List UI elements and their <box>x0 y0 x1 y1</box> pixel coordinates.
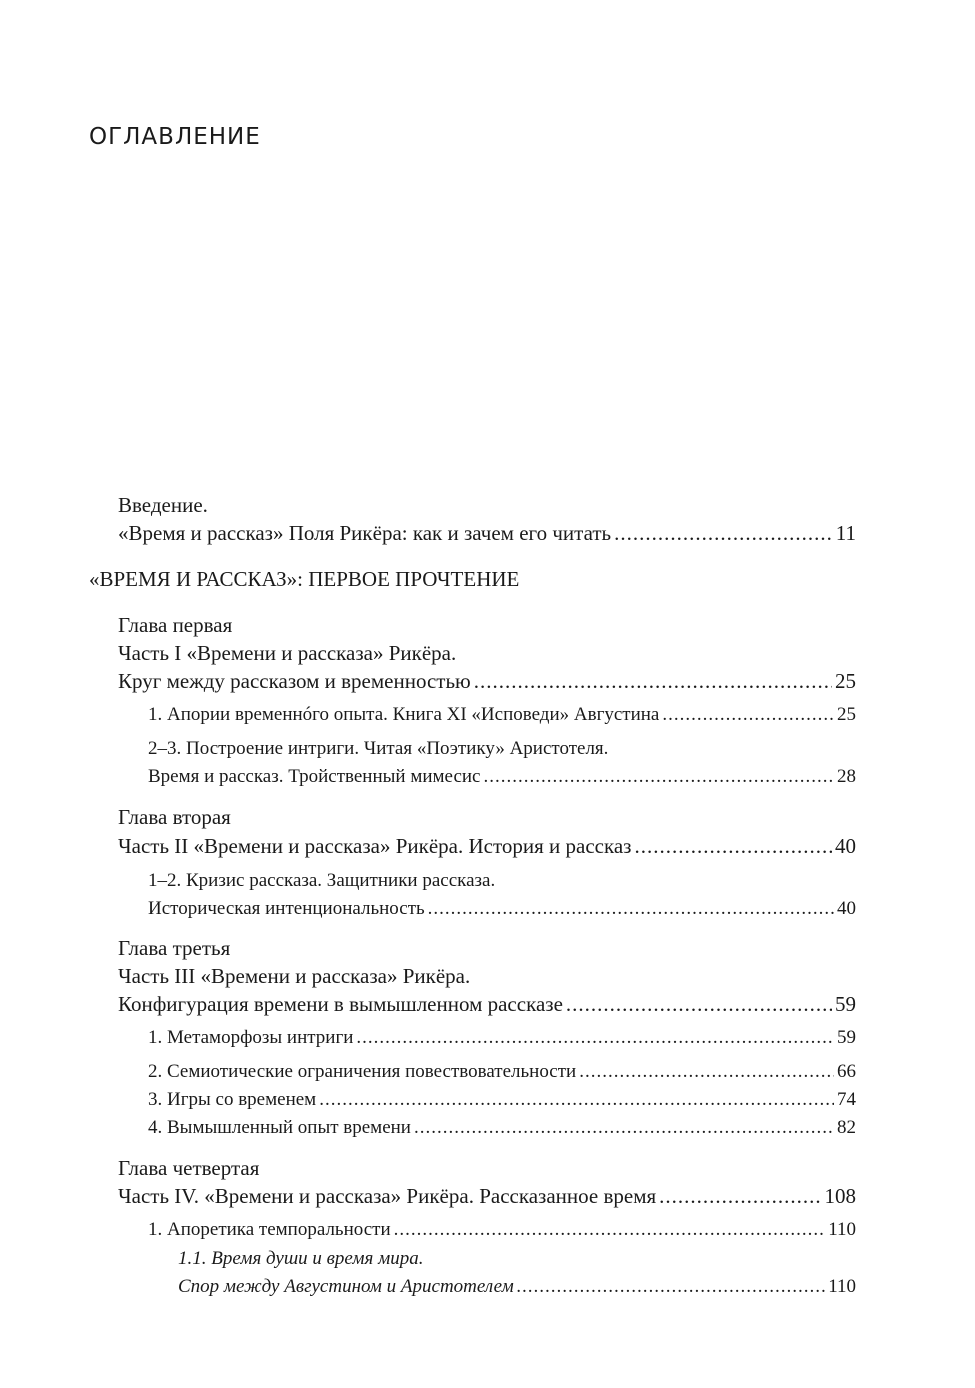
page-number: 40 <box>835 834 856 858</box>
section-heading: «ВРЕМЯ И РАССКАЗ»: ПЕРВОЕ ПРОЧТЕНИЕ <box>89 567 520 591</box>
chapter-title[interactable]: Часть I «Времени и рассказа» Рикёра. <box>118 641 457 665</box>
toc-intro-entry[interactable] <box>118 519 856 547</box>
toc-subentry[interactable]: 1. Апории временнóго опыта. Книга XI «Исповеди» Августина ..... 25 <box>148 701 856 729</box>
toc-subentry[interactable]: 1. Апоретика темпоральности ..... 110 <box>148 1216 856 1244</box>
page-number: 82 <box>837 1117 856 1138</box>
toc-subentry[interactable]: Время и рассказ. Тройственный мимесис ..... 28 <box>148 763 856 791</box>
chapter-title[interactable]: Часть III «Времени и рассказа» Рикёра. <box>118 964 471 988</box>
dot-leader <box>414 1114 834 1142</box>
toc-entry-text: Введение. <box>118 493 208 517</box>
chapter-label: Глава третья <box>118 936 231 960</box>
dot-leader <box>356 1024 834 1052</box>
toc-subsubentry[interactable]: Спор между Августином и Аристотелем ..... 110 <box>178 1273 856 1301</box>
page-number: 110 <box>828 1276 856 1297</box>
dot-leader <box>394 1216 826 1244</box>
page-number: 74 <box>837 1089 856 1110</box>
toc-subsubentry[interactable]: 1.1. Время души и время мира. <box>178 1248 424 1269</box>
dot-leader <box>614 519 833 547</box>
page-number: 25 <box>837 704 856 725</box>
toc-subentry[interactable]: 4. Вымышленный опыт времени ..... 82 <box>148 1114 856 1142</box>
chapter-title-entry[interactable]: Часть IV. «Времени и рассказа» Рикёра. Рассказанное время ..... 108 <box>118 1182 856 1210</box>
dot-leader <box>483 763 834 791</box>
dot-leader <box>474 667 832 695</box>
page-number: 11 <box>835 521 856 545</box>
page-number: 59 <box>837 1027 856 1048</box>
dot-leader <box>517 1273 826 1301</box>
dot-leader <box>659 1182 821 1210</box>
chapter-label: Глава первая <box>118 613 233 637</box>
chapter-title-entry[interactable]: Часть II «Времени и рассказа» Рикёра. История и рассказ ..... 40 <box>118 832 856 860</box>
chapter-label: Глава четвертая <box>118 1156 260 1180</box>
toc-subentry[interactable]: 2–3. Построение интриги. Читая «Поэтику» Аристотеля. <box>148 738 609 759</box>
page-number: 110 <box>828 1219 856 1240</box>
toc-subentry[interactable]: Историческая интенциональность ..... 40 <box>148 895 856 923</box>
dot-leader <box>662 701 834 729</box>
page-title: ОГЛАВЛЕНИЕ <box>89 124 261 150</box>
dot-leader <box>634 832 832 860</box>
page-number: 28 <box>837 766 856 787</box>
toc-subentry[interactable]: 2. Семиотические ограничения повествовательности ..... 66 <box>148 1058 856 1086</box>
page-number: 40 <box>837 898 856 919</box>
page-number: 59 <box>835 992 856 1016</box>
toc-entry-text: «Время и рассказ» Поля Рикёра: как и зачем его читать <box>118 521 612 545</box>
toc-intro-label[interactable] <box>118 491 856 519</box>
page-number: 25 <box>835 669 856 693</box>
page-number: 66 <box>837 1061 856 1082</box>
dot-leader <box>566 990 832 1018</box>
chapter-title-entry[interactable]: Круг между рассказом и временностью ..... 25 <box>118 667 856 695</box>
toc-subentry[interactable]: 1–2. Кризис рассказа. Защитники рассказа. <box>148 870 496 891</box>
toc-subentry[interactable]: 1. Метаморфозы интриги ..... 59 <box>148 1024 856 1052</box>
dot-leader <box>579 1058 834 1086</box>
chapter-label: Глава вторая <box>118 805 231 829</box>
dot-leader <box>428 895 834 923</box>
page-number: 108 <box>824 1184 856 1208</box>
dot-leader <box>319 1086 834 1114</box>
chapter-title-entry[interactable]: Конфигурация времени в вымышленном рассказе ..... 59 <box>118 990 856 1018</box>
toc-subentry[interactable]: 3. Игры со временем ..... 74 <box>148 1086 856 1114</box>
